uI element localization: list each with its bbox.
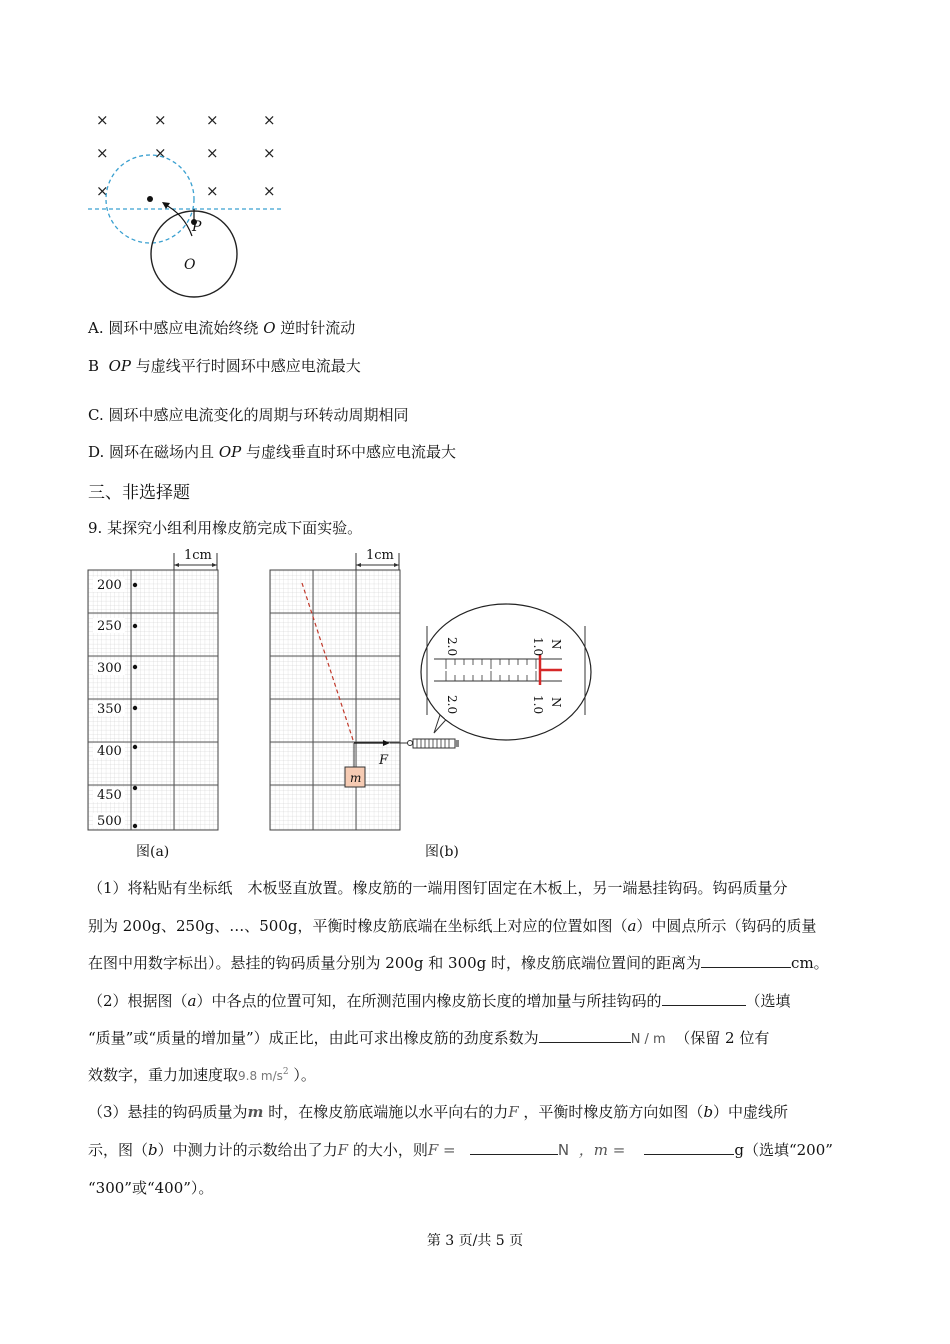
page-footer: 第 3 页/共 5 页 [426, 1233, 524, 1249]
label-o: O [184, 257, 196, 273]
svg-text:×: × [206, 182, 219, 200]
part3-line2: 示，图（b）中测力计的示数给出了力F 的大小，则F = N ，m = g（选填“200” [88, 1141, 833, 1159]
svg-text:F: F [379, 753, 389, 768]
svg-text:400: 400 [97, 744, 122, 759]
svg-text:2.0: 2.0 [445, 695, 459, 715]
svg-text:×: × [263, 182, 276, 200]
svg-text:×: × [206, 144, 219, 162]
part1-line3: 在图中用数字标出）。悬挂的钩码质量分别为 200g 和 300g 时，橡皮筋底端位置间的距离为 cm。 [88, 954, 829, 972]
center-dot [147, 196, 153, 202]
option-d: D. 圆环在磁场内且 OP 与虚线垂直时环中感应电流最大 [88, 443, 457, 461]
svg-text:250: 250 [97, 619, 122, 634]
label-p: P [192, 219, 202, 235]
svg-text:350: 350 [97, 702, 122, 717]
option-a: A. 圆环中感应电流始终绕 O 逆时针流动 [88, 319, 356, 337]
field-cross-marks [96, 111, 276, 200]
part1-line1: （1）将粘贴有坐标纸 木板竖直放置。橡皮筋的一端用图钉固定在木板上，另一端悬挂钩码。钩码质量分 [88, 879, 788, 897]
magnetic-field-figure [84, 108, 294, 303]
svg-text:2.0: 2.0 [445, 637, 459, 657]
figure-b [262, 545, 592, 865]
gauge-magnifier [421, 604, 591, 740]
blank-spring-constant[interactable] [539, 1028, 631, 1043]
svg-text:200: 200 [97, 578, 122, 593]
caption-a: 图(a) [136, 844, 170, 860]
svg-text:450: 450 [97, 788, 122, 803]
blank-mass[interactable] [644, 1140, 734, 1155]
blank-force[interactable] [470, 1140, 558, 1155]
svg-text:×: × [96, 182, 109, 200]
part3-line3: “300”或“400”）。 [88, 1179, 214, 1197]
spring-scale [413, 739, 459, 748]
part2-line3: 效数字，重力加速度取9.8 $m/s^2$ ）。 [88, 1066, 316, 1084]
svg-text:×: × [154, 111, 167, 129]
svg-text:×: × [96, 111, 109, 129]
svg-text:1cm: 1cm [366, 548, 394, 563]
blank-distance[interactable] [701, 953, 791, 968]
svg-text:m: m [350, 771, 362, 785]
figure-a [80, 545, 230, 865]
svg-text:1cm: 1cm [184, 548, 212, 563]
blank-proportional-quantity[interactable] [662, 991, 746, 1006]
svg-text:300: 300 [97, 661, 122, 676]
svg-text:×: × [263, 111, 276, 129]
svg-text:×: × [96, 144, 109, 162]
part2-line2: “质量”或“质量的增加量”）成正比，由此可求出橡皮筋的劲度系数为 N / m （保留 2 位有 [88, 1029, 770, 1047]
svg-text:×: × [206, 111, 219, 129]
scale-bar-b [356, 548, 399, 570]
svg-text:N: N [549, 639, 563, 650]
caption-b: 图(b) [425, 844, 459, 860]
svg-text:×: × [154, 144, 167, 162]
svg-text:500: 500 [97, 814, 122, 829]
svg-text:1.0: 1.0 [531, 637, 545, 657]
svg-text:1.0: 1.0 [531, 695, 545, 715]
option-b: B OP 与虚线平行时圆环中感应电流最大 [88, 357, 361, 375]
svg-text:×: × [263, 144, 276, 162]
part1-line2: 别为 200g、250g、…、500g，平衡时橡皮筋底端在坐标纸上对应的位置如图（a）中圆点所示（钩码的质量 [88, 917, 817, 935]
question-stem: 9. 某探究小组利用橡皮筋完成下面实验。 [88, 519, 363, 537]
scale-bar [174, 548, 217, 570]
part3-line1: （3）悬挂的钩码质量为m 时，在橡皮筋底端施以水平向右的力F ，平衡时橡皮筋方向如图（b）中虚线所 [88, 1103, 789, 1121]
option-c: C. 圆环中感应电流变化的周期与环转动周期相同 [88, 406, 409, 424]
part2-line1: （2）根据图（a）中各点的位置可知，在所测范围内橡皮筋长度的增加量与所挂钩码的 （选填 [88, 992, 791, 1010]
section-heading: 三、非选择题 [88, 483, 190, 503]
svg-text:N: N [549, 697, 563, 708]
